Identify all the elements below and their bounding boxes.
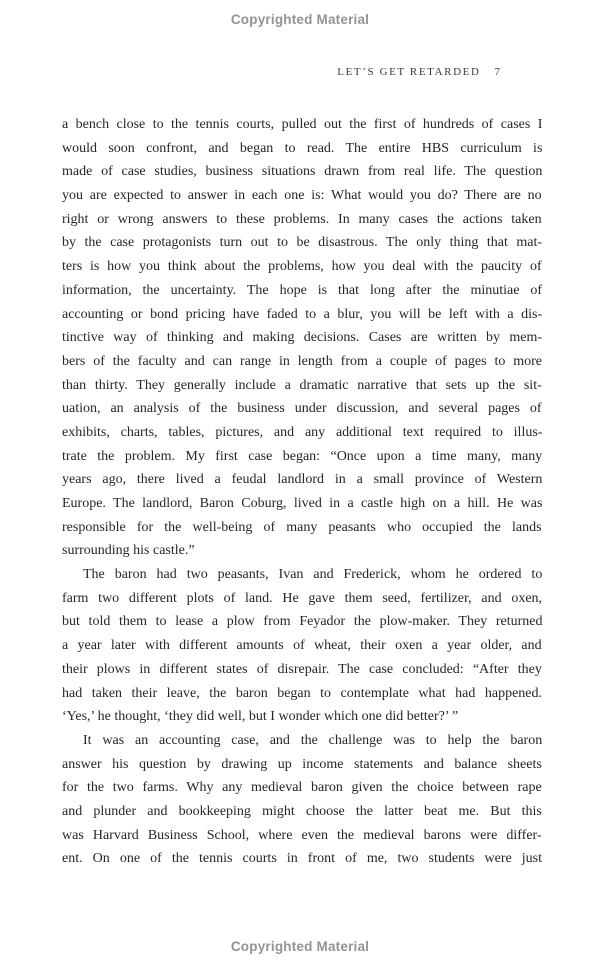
text-line <box>62 682 542 706</box>
text-line-content: and plunder and bookkeeping might choose the latter beat me. But this <box>62 803 542 819</box>
text-line <box>62 753 542 777</box>
copyright-notice-top: Copyrighted Material <box>230 12 370 27</box>
text-line <box>62 492 542 516</box>
text-line-content: surrounding his castle.” <box>62 543 195 559</box>
text-line <box>62 776 542 800</box>
text-line <box>62 326 542 350</box>
text-line <box>62 279 542 303</box>
text-line-content: by the case protagonists turn out to be disastrous. The only thing that mat- <box>62 235 543 251</box>
text-line-content: but told them to lease a plow from Feyador the plow-maker. They returned <box>62 614 543 630</box>
text-line-content: accounting or bond pricing have faded to a blur, you will be left with a dis- <box>62 306 543 322</box>
text-line-content: The baron had two peasants, Ivan and Frederick, whom he ordered to <box>83 567 543 583</box>
text-line <box>62 421 542 445</box>
text-line <box>62 824 542 848</box>
text-line <box>62 705 542 729</box>
text-line <box>62 539 542 563</box>
running-header <box>337 66 500 78</box>
text-line <box>62 468 542 492</box>
text-line <box>62 516 542 540</box>
text-line-content: for the two farms. Why any medieval baron given the choice between rape <box>62 780 542 796</box>
copyright-notice-bottom: Copyrighted Material <box>230 939 370 954</box>
text-line-content: responsible for the well-being of many peasants who occupied the lands <box>62 519 542 535</box>
text-line <box>62 847 542 871</box>
text-line <box>62 563 542 587</box>
text-line <box>62 208 542 232</box>
text-line <box>62 658 542 682</box>
text-line <box>62 610 542 634</box>
text-line-content: It was an accounting case, and the challenge was to help the baron <box>83 732 543 748</box>
text-line-content: would soon confront, and began to read. The entire HBS curriculum is <box>62 140 543 156</box>
text-line-content: tinctive way of thinking and making decisions. Cases are written by mem- <box>62 330 543 346</box>
text-line-content: ‘Yes,’ he thought, ‘they did well, but I wonder which one did better?’ ” <box>62 709 459 725</box>
text-line-content: information, the uncertainty. The hope is that long after the minutiae of <box>62 282 543 298</box>
text-line-content: their plows in different states of disrepair. The case concluded: “After they <box>62 661 542 677</box>
chapter-title: LET’S GET RETARDED <box>337 66 481 78</box>
page-number: 7 <box>494 66 500 78</box>
text-line <box>62 587 542 611</box>
text-line <box>62 634 542 658</box>
text-line-content: you are expected to answer in each one is: What would you do? There are no <box>62 188 542 204</box>
text-line <box>62 255 542 279</box>
text-line <box>62 160 542 184</box>
text-line-content: a bench close to the tennis courts, pulled out the first of hundreds of cases I <box>62 117 543 132</box>
text-line-content: trate the problem. My first case began: “Once upon a time many, many <box>62 448 543 464</box>
text-line <box>62 397 542 421</box>
text-line-content: a year later with different amounts of wheat, their oxen a year older, and <box>62 638 542 654</box>
text-line-content: answer his question by drawing up income statements and balance sheets <box>62 756 542 772</box>
text-line <box>62 113 542 137</box>
text-line <box>62 729 542 753</box>
text-line <box>62 374 542 398</box>
text-line-content: than thirty. They generally include a dramatic narrative that sets up the sit- <box>62 377 542 393</box>
text-line-content: exhibits, charts, tables, pictures, and any additional text required to illus- <box>62 424 543 440</box>
text-line-content: farm two different plots of land. He gave them seed, fertilizer, and oxen, <box>62 590 543 606</box>
text-line <box>62 800 542 824</box>
text-line-content: years ago, there lived a feudal landlord in a small province of Western <box>62 472 543 488</box>
text-line <box>62 445 542 469</box>
text-line <box>62 303 542 327</box>
text-line <box>62 231 542 255</box>
text-line <box>62 184 542 208</box>
text-line-content: uation, an analysis of the business under discussion, and several pages of <box>62 401 542 417</box>
text-line-content: bers of the faculty and can range in length from a couple of pages to more <box>62 353 543 369</box>
text-line-content: Europe. The landlord, Baron Coburg, lived in a castle high on a hill. He was <box>62 496 543 511</box>
text-line-content: right or wrong answers to these problems. In many cases the actions taken <box>62 211 542 227</box>
text-line-content: ent. On one of the tennis courts in front of me, two students were just <box>62 851 543 867</box>
text-line-content: made of case studies, business situations drawn from real life. The question <box>62 164 543 180</box>
text-line-content: ters is how you think about the problems, how you deal with the paucity of <box>62 259 542 275</box>
text-line <box>62 350 542 374</box>
text-line <box>62 137 542 161</box>
body-text <box>62 113 542 871</box>
text-line-content: had taken their leave, the baron began to contemplate what had happened. <box>62 685 542 701</box>
text-line-content: was Harvard Business School, where even the medieval barons were differ- <box>62 827 542 843</box>
